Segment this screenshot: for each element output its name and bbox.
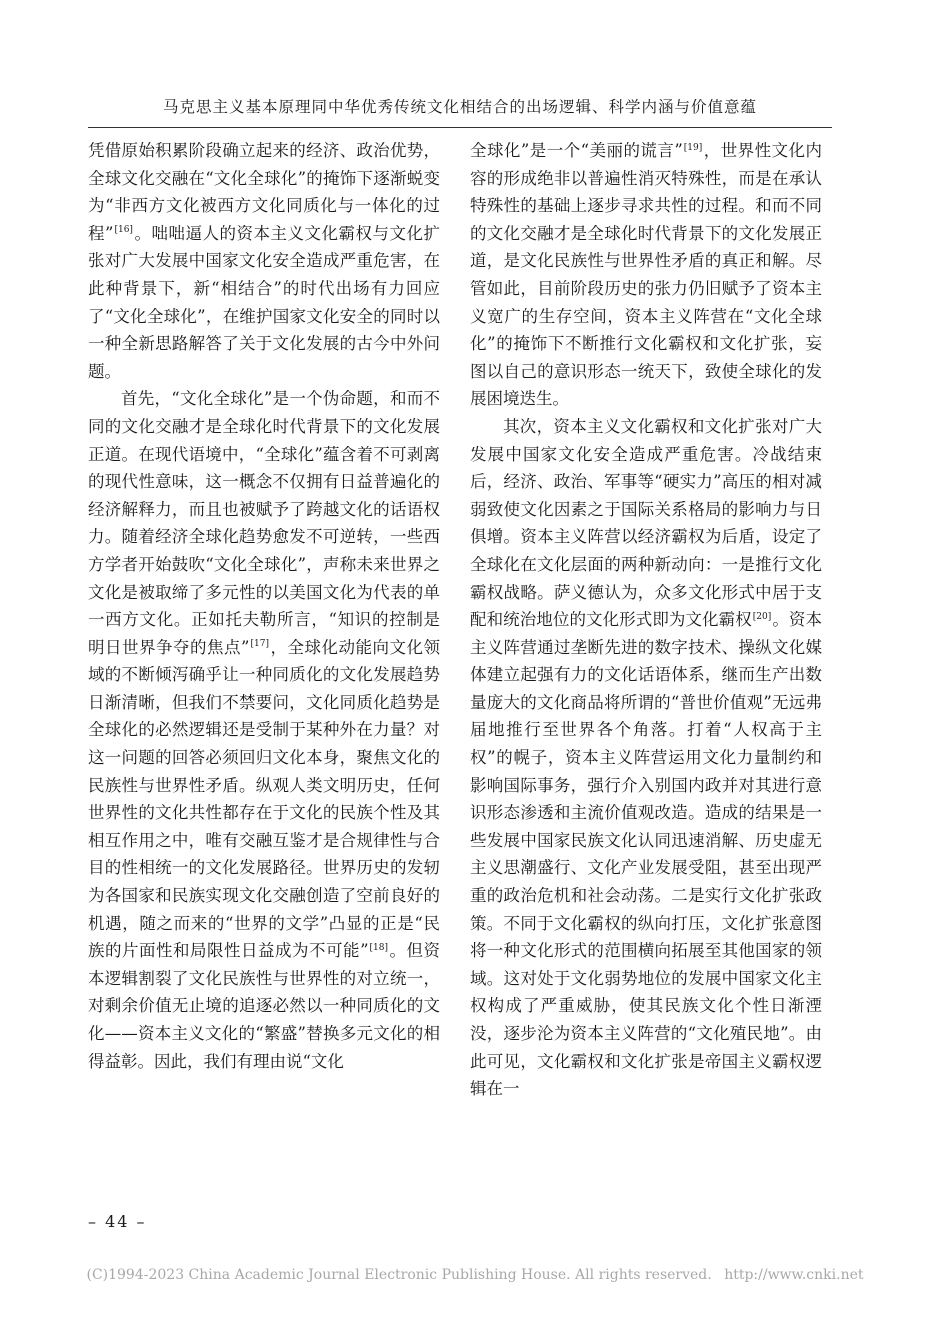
running-header: 马克思主义基本原理同中华优秀传统文化相结合的出场逻辑、科学内涵与价值意蕴 xyxy=(162,98,757,116)
paragraph-text: 。但资本逻辑割裂了文化民族性与世界性的对立统一，对剩余价值无止境的追逐必然以一种同质化的文化——资本主义文化的“繁盛”替换多元文化的相得益彰。因此，我们有理由说“文化 xyxy=(88,941,440,1071)
copyright-text: (C)1994-2023 China Academic Journal Electronic Publishing House. All rights reserved. xyxy=(86,1267,712,1283)
left-column xyxy=(88,137,440,1217)
paragraph-text: 首先，“文化全球化”是一个伪命题，和而不同的文化交融才是全球化时代背景下的文化发展正道。在现代语境中，“全球化”蕴含着不可剥离的现代性意味，这一概念不仅拥有日益普遍化的经济解释力，而且也被赋予了跨越文化的话语权力。随着经济全球化趋势愈发不可逆转，一些西方学者开始鼓吹“文化全球化”，声称未来世界之文化是被取缔了多元性的以美国文化为代表的单一西方文化。正如托夫勒所言，“知识的控制是明日世界争夺的焦点” xyxy=(88,389,440,657)
copyright-footer xyxy=(0,1267,950,1283)
right-paragraph-1 xyxy=(470,137,822,413)
citation-20: [20] xyxy=(752,611,772,622)
paragraph-text: ，世界性文化内容的形成绝非以普遍性消灭特殊性，而是在承认特殊性的基础上逐步寻求共性的过程。和而不同的文化交融才是全球化时代背景下的文化发展正道，是文化民族性与世界性矛盾的真正和解。尽管如此，目前阶段历史的张力仍旧赋予了资本主义宽广的生存空间，资本主义阵营在“文化全球化”的掩饰下不断推行文化霸权和文化扩张，妄图以自己的意识形态一统天下，致使全球化的发展困境迭生。 xyxy=(470,141,822,409)
paragraph-text: 全球化”是一个“美丽的谎言” xyxy=(470,141,683,160)
citation-17: [17] xyxy=(250,639,269,650)
right-column xyxy=(470,137,822,1217)
citation-18: [18] xyxy=(369,942,388,953)
citation-16: [16] xyxy=(114,225,133,236)
citation-19: [19] xyxy=(683,142,703,153)
paragraph-text: 凭借原始积累阶段确立起来的经济、政治优势，全球文化交融在“文化全球化”的掩饰下逐渐蜕变为“非西方文化被西方文化同质化与一体化的过程” xyxy=(88,141,440,243)
paragraph-text: 。资本主义阵营通过垄断先进的数字技术、操纵文化媒体建立起强有力的文化话语体系，继而生产出数量庞大的文化商品将所谓的“普世价值观”无远弗届地推行至世界各个角落。打着“人权高于主权”的幌子，资本主义阵营运用文化力量制约和影响国际事务，强行介入别国内政并对其进行意识形态渗透和主流价值观改造。造成的结果是一些发展中国家民族文化认同迅速消解、历史虚无主义思潮盛行、文化产业发展受阻，甚至出现严重的政治危机和社会动荡。二是实行文化扩张政策。不同于文化霸权的纵向打压，文化扩张意图将一种文化形式的范围横向拓展至其他国家的领域。这对处于文化弱势地位的发展中国家文化主权构成了严重威胁，使其民族文化个性日渐湮没，逐步沦为资本主义阵营的“文化殖民地”。由此可见，文化霸权和文化扩张是帝国主义霸权逻辑在一 xyxy=(470,610,822,1099)
footer-url[interactable]: http://www.cnki.net xyxy=(724,1267,864,1283)
right-paragraph-2 xyxy=(470,413,822,1103)
page-number: – 44 – xyxy=(88,1212,147,1231)
left-paragraph-2 xyxy=(88,385,440,1075)
paragraph-text: 其次，资本主义文化霸权和文化扩张对广大发展中国家文化安全造成严重危害。冷战结束后，经济、政治、军事等“硬实力”高压的相对减弱致使文化因素之于国际关系格局的影响力与日俱增。资本主义阵营以经济霸权为后盾，设定了全球化在文化层面的两种新动向：一是推行文化霸权战略。萨义德认为，众多文化形式中居于支配和统治地位的文化形式即为文化霸权 xyxy=(470,416,822,630)
left-paragraph-1 xyxy=(88,137,440,385)
paragraph-text: 。咄咄逼人的资本主义文化霸权与文化扩张对广大发展中国家文化安全造成严重危害，在此种背景下，新“相结合”的时代出场有力回应了“文化全球化”，在维护国家文化安全的同时以一种全新思路解答了关于文化发展的古今中外问题。 xyxy=(88,223,440,381)
paragraph-text: ，全球化动能向文化领域的不断倾泻确乎让一种同质化的文化发展趋势日渐清晰，但我们不禁要问，文化同质化趋势是全球化的必然逻辑还是受制于某种外在力量？对这一问题的回答必须回归文化本身，聚焦文化的民族性与世界性矛盾。纵观人类文明历史，任何世界性的文化共性都存在于文化的民族个性及其相互作用之中，唯有交融互鉴才是合规律性与合目的性相统一的文化发展路径。世界历史的发轫为各国家和民族实现文化交融创造了空前良好的机遇，随之而来的“世界的文学”凸显的正是“民族的片面性和局限性日益成为不可能” xyxy=(88,637,440,961)
header-rule xyxy=(88,127,832,128)
